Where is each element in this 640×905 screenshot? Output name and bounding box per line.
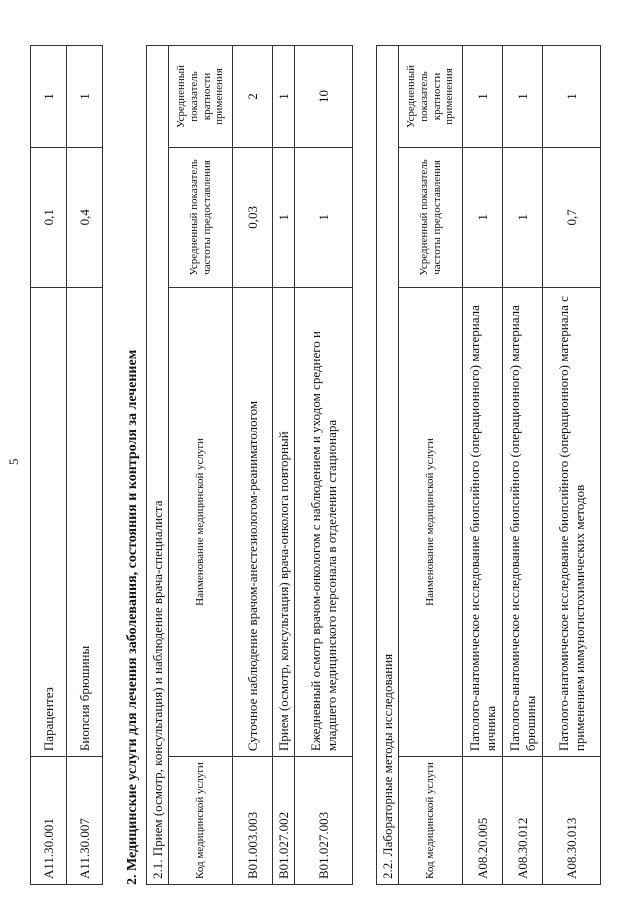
top-table: [30, 45, 103, 885]
service-name: Патолого-анатомическое исследование биопсийного (операционного) материала с применением иммуногистохимических методов: [543, 287, 601, 756]
multiplicity-value: 1: [463, 46, 503, 148]
service-code: A08.30.013: [543, 757, 601, 885]
frequency-value: 0,03: [233, 147, 273, 287]
frequency-value: 1: [503, 147, 543, 287]
header-frequency: Усредненный показатель частоты предоставления: [169, 147, 233, 287]
service-code: A11.30.007: [67, 757, 103, 885]
multiplicity-value: 1: [503, 46, 543, 148]
service-name: Ежедневный осмотр врачом-онкологом с наблюдением и уходом среднего и младшего медицинского персонала в отделении стационара: [295, 287, 353, 756]
service-code: A08.20.005: [463, 757, 503, 885]
table-2-2-caption: 2.2. Лабораторные методы исследования: [377, 46, 399, 885]
frequency-value: 0,7: [543, 147, 601, 287]
service-name: Суточное наблюдение врачом-анестезиологом-реаниматологом: [233, 287, 273, 756]
service-name: Прием (осмотр, консультация) врача-онколога повторный: [273, 287, 295, 756]
frequency-value: 0,4: [67, 147, 103, 287]
header-name: Наименование медицинской услуги: [399, 287, 463, 756]
frequency-value: 0,1: [31, 147, 67, 287]
header-code: Код медицинской услуги: [169, 757, 233, 885]
frequency-value: 1: [273, 147, 295, 287]
table-row: [233, 46, 273, 885]
header-code: Код медицинской услуги: [399, 757, 463, 885]
section-2-title: 2. Медицинские услуги для лечения заболевания, состояния и контроля за лечением: [125, 349, 140, 885]
header-multiplicity: Усредненный показатель кратности применения: [399, 46, 463, 148]
service-name: Биопсия брюшины: [67, 287, 103, 756]
table-header-row: [399, 46, 463, 885]
frequency-value: 1: [295, 147, 353, 287]
service-code: B01.027.003: [295, 757, 353, 885]
service-code: B01.027.002: [273, 757, 295, 885]
multiplicity-value: 2: [233, 46, 273, 148]
table-row: [503, 46, 543, 885]
header-name: Наименование медицинской услуги: [169, 287, 233, 756]
header-multiplicity: Усредненный показатель кратности применения: [169, 46, 233, 148]
multiplicity-value: 10: [295, 46, 353, 148]
multiplicity-value: 1: [67, 46, 103, 148]
multiplicity-value: 1: [273, 46, 295, 148]
service-name: Патолого-анатомическое исследование биопсийного (операционного) материала брюшины: [503, 287, 543, 756]
table-row: [463, 46, 503, 885]
table-row: [543, 46, 601, 885]
table-row: [273, 46, 295, 885]
table-2-2: [376, 45, 601, 885]
table-row: [31, 46, 67, 885]
service-name: Патолого-анатомическое исследование биопсийного (операционного) материала яичника: [463, 287, 503, 756]
frequency-value: 1: [463, 147, 503, 287]
table-2-1: [146, 45, 353, 885]
table-2-1-caption: 2.1. Прием (осмотр, консультация) и наблюдение врача-специалиста: [147, 46, 169, 885]
service-name: Парацентез: [31, 287, 67, 756]
table-row: [67, 46, 103, 885]
service-code: A08.30.012: [503, 757, 543, 885]
header-frequency: Усредненный показатель частоты предоставления: [399, 147, 463, 287]
page-number: 5: [6, 458, 21, 465]
multiplicity-value: 1: [543, 46, 601, 148]
service-code: A11.30.001: [31, 757, 67, 885]
table-header-row: [169, 46, 233, 885]
service-code: B01.003.003: [233, 757, 273, 885]
multiplicity-value: 1: [31, 46, 67, 148]
table-row: [295, 46, 353, 885]
